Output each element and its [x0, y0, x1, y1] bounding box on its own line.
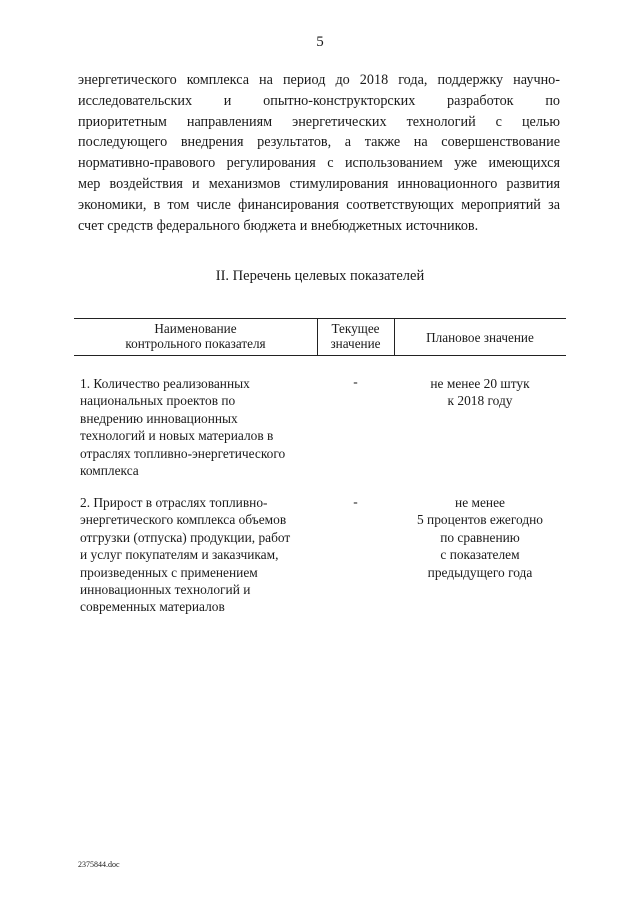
cell-line: с показателем — [440, 547, 520, 563]
cell-line: предыдущего года — [427, 564, 533, 580]
header-current-line: Текущее — [331, 321, 380, 336]
paragraph-line: приоритетным направлениям энергетических технологий с целью — [78, 113, 560, 130]
cell-line: по сравнению — [440, 529, 520, 545]
cell-line: и услуг покупателям и заказчикам, — [80, 547, 279, 563]
cell-line: 2. Прирост в отраслях топливно- — [80, 495, 268, 510]
cell-line: к 2018 году — [447, 393, 513, 409]
cell-line: комплекса — [80, 463, 139, 479]
paragraph-line: счет средств федерального бюджета и внебюджетных источников. — [78, 217, 479, 234]
header-indicator — [74, 321, 317, 351]
paragraph-line: энергетического комплекса на период до 2018 года, поддержку научно- — [78, 72, 560, 88]
table-row-2-current: - — [353, 494, 358, 509]
cell-line: отгрузки (отпуска) продукции, работ — [80, 529, 291, 545]
cell-line: произведенных с применением — [80, 564, 258, 580]
table-row-1-indicator — [80, 375, 316, 479]
table-row-1-planned — [394, 375, 566, 410]
cell-line: 5 процентов ежегодно — [416, 512, 544, 528]
paragraph-line: экономики, в том числе финансирования соответствующих мероприятий за — [78, 196, 560, 213]
header-planned: Плановое значение — [426, 330, 534, 345]
header-current-line: значение — [330, 336, 381, 351]
table-row-1-current: - — [353, 374, 358, 389]
cell-line: внедрению инновационных — [80, 410, 238, 426]
paragraph-line: мер воздействия и механизмов стимулирования инновационного развития — [78, 175, 560, 192]
cell-line: современных материалов — [80, 599, 225, 615]
cell-line: 1. Количество реализованных — [80, 376, 250, 391]
paragraph-line: нормативно-правового регулирования с использованием уже имеющихся — [78, 155, 560, 172]
cell-line: не менее — [455, 495, 505, 510]
section-title: II. Перечень целевых показателей — [215, 268, 425, 284]
header-indicator-line: Наименование — [154, 321, 237, 336]
paragraph-line: последующего внедрения результатов, а также на совершенствование — [78, 134, 560, 151]
table-row-2-planned — [394, 494, 566, 581]
header-current — [317, 321, 394, 351]
table-header-rule — [74, 355, 566, 356]
table-row-2-indicator — [80, 494, 316, 616]
header-indicator-line: контрольного показателя — [125, 336, 266, 351]
cell-line: национальных проектов по — [80, 393, 236, 409]
paragraph-line: исследовательских и опытно-конструкторских разработок по — [78, 92, 560, 109]
table-top-rule — [74, 318, 566, 319]
cell-line: энергетического комплекса объемов — [80, 512, 287, 528]
page-number: 5 — [316, 34, 324, 50]
cell-line: технологий и новых материалов в — [80, 428, 274, 444]
cell-line: отраслях топливно-энергетического — [80, 445, 286, 461]
body-paragraph — [78, 70, 560, 236]
cell-line: не менее 20 штук — [430, 376, 530, 391]
document-code: 2375844.doc — [78, 860, 120, 869]
cell-line: инновационных технологий и — [80, 582, 251, 598]
